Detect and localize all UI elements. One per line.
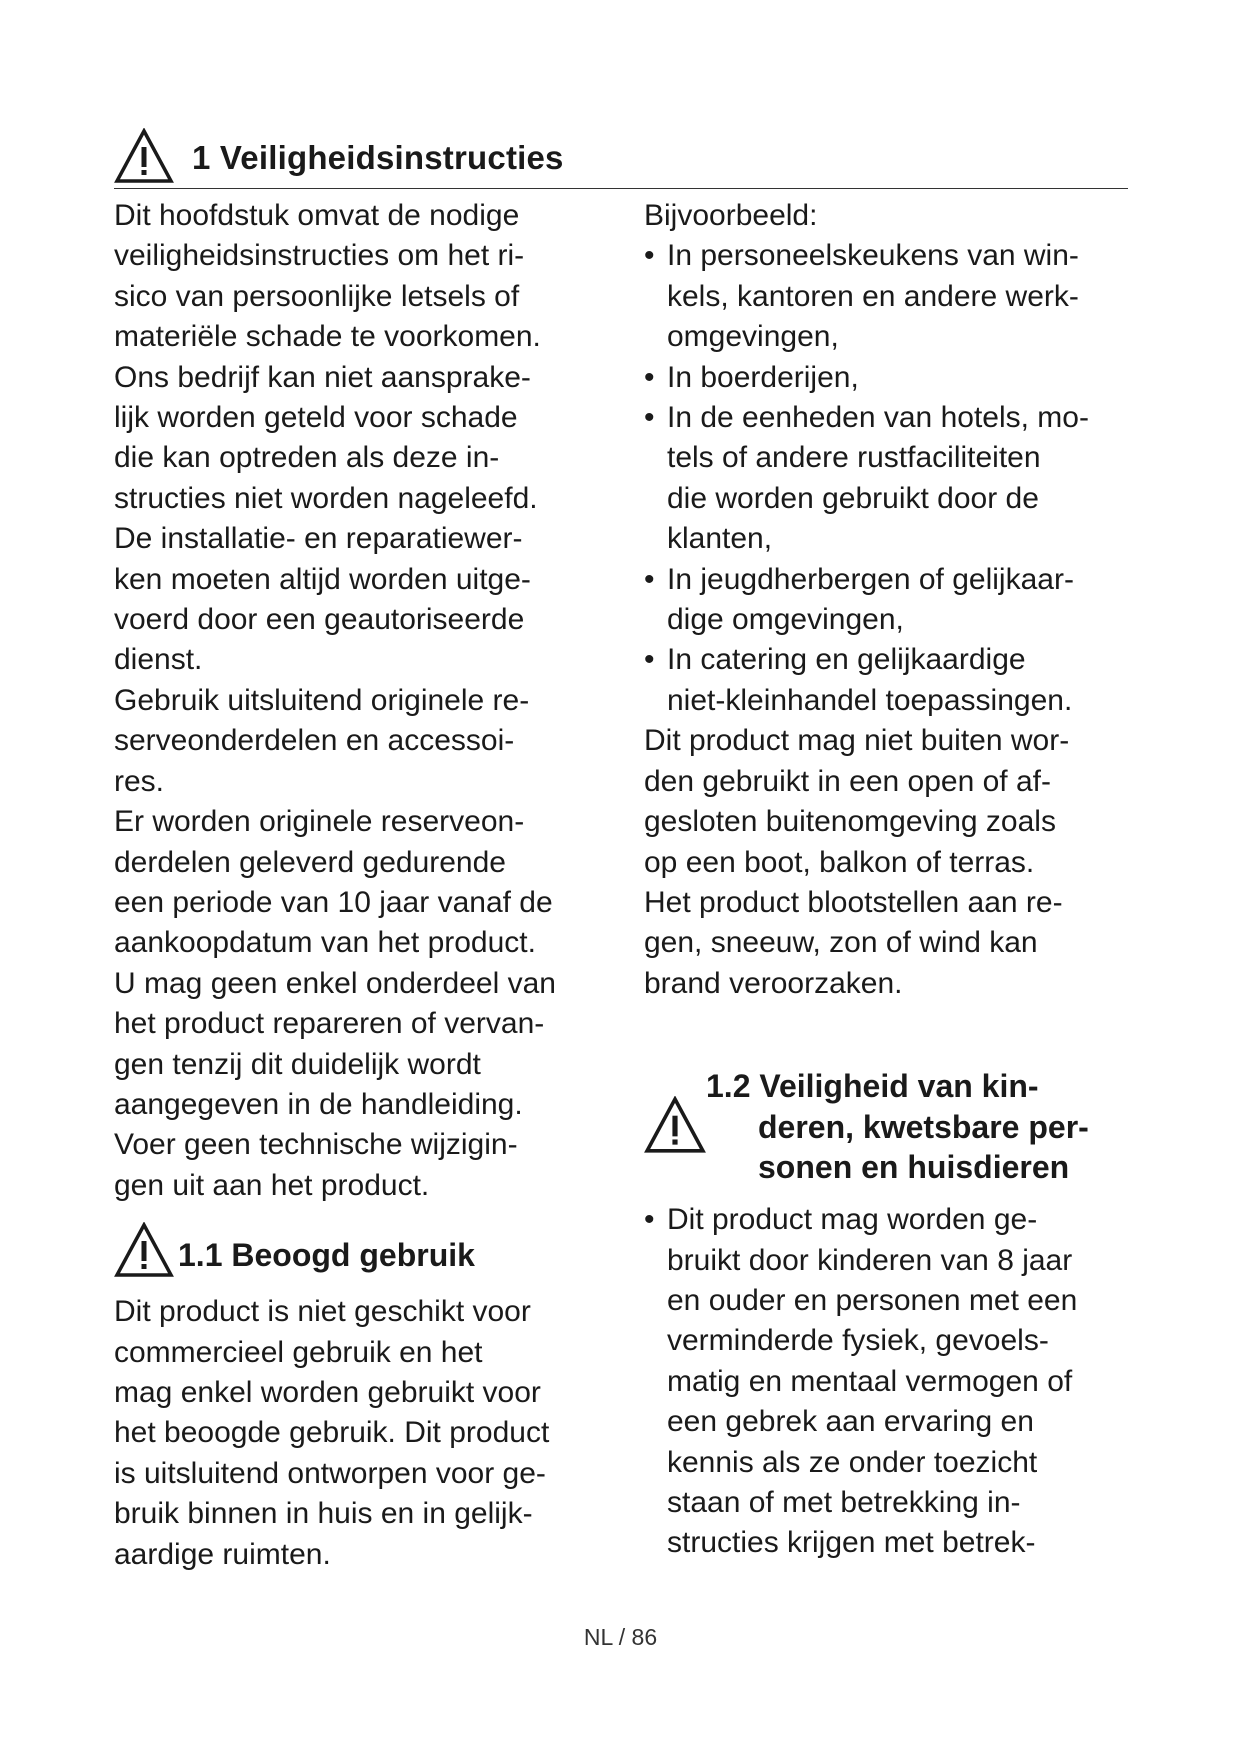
text-line: het product repareren of vervan- <box>114 1007 545 1041</box>
section-heading <box>114 128 790 188</box>
list-item <box>644 560 1134 641</box>
text-line: derdelen geleverd gedurende <box>114 845 506 879</box>
text-line: Dit hoofdstuk omvat de nodige <box>114 199 520 232</box>
list-item <box>644 398 1134 560</box>
text-line: mag enkel worden gebruikt voor <box>114 1375 541 1409</box>
text-line: serveonderdelen en accessoi- <box>114 724 515 758</box>
text-line: bruikt door kinderen van 8 jaar <box>667 1243 1073 1277</box>
text-line: • In boerderijen, <box>667 360 859 394</box>
text-line: dienst. <box>114 643 203 677</box>
text-line: • In catering en gelijkaardige <box>667 643 1026 677</box>
text-line: die worden gebruikt door de <box>667 481 1039 515</box>
text-line: Gebruik uitsluitend originele re- <box>114 683 530 717</box>
text-line: gen, sneeuw, zon of wind kan <box>644 926 1038 960</box>
warning-triangle-icon <box>114 1222 174 1287</box>
text-line: • In personeelskeukens van win- <box>667 239 1079 273</box>
text-line: Ons bedrijf kan niet aansprake- <box>114 360 531 394</box>
text-line: dige omgevingen, <box>667 603 904 637</box>
subsection-title: 1.1 Beoogd gebruik <box>178 1236 475 1273</box>
section-title: 1 Veiligheidsinstructies <box>192 139 564 176</box>
subsection-title <box>706 1066 1089 1188</box>
text-line: kennis als ze onder toezicht <box>667 1445 1038 1479</box>
text-line: commercieel gebruik en het <box>114 1335 483 1369</box>
text-line: brand veroorzaken. <box>644 966 903 1000</box>
list-item <box>644 358 1134 398</box>
text-line: De installatie- en reparatiewer- <box>114 522 523 556</box>
text-line: den gebruikt in een open of af- <box>644 764 1051 798</box>
text-line: het beoogde gebruik. Dit product <box>114 1416 550 1450</box>
text-line: aankoopdatum van het product. <box>114 926 536 960</box>
text-line: sico van persoonlijke letsels of <box>114 279 520 313</box>
intro-text <box>114 196 614 1206</box>
list-item <box>644 236 1134 357</box>
text-line: omgevingen, <box>667 320 839 354</box>
left-column <box>114 196 614 1575</box>
warning-triangle-icon <box>114 128 174 189</box>
text-line: aardige ruimten. <box>114 1537 331 1571</box>
title-line: 1.2 Veiligheid van kin- <box>706 1068 1039 1105</box>
text-line: matig en mentaal vermogen of <box>667 1364 1073 1398</box>
text-line: gesloten buitenomgeving zoals <box>644 805 1056 839</box>
list-item <box>644 640 1134 721</box>
text-line: gen tenzij dit duidelijk wordt <box>114 1047 481 1081</box>
text-line: Er worden originele reserveon- <box>114 805 525 839</box>
text-line: res. <box>114 764 165 798</box>
intended-use-text <box>114 1292 614 1575</box>
subsection-heading-1-2 <box>644 1066 1134 1188</box>
text-line: verminderde fysiek, gevoels- <box>667 1324 1049 1358</box>
text-line: structies krijgen met betrek- <box>667 1526 1036 1560</box>
text-line: staan of met betrekking in- <box>667 1485 1021 1519</box>
title-line: deren, kwetsbare per- <box>758 1108 1089 1145</box>
text-line: Het product blootstellen aan re- <box>644 885 1063 919</box>
text-line: aangegeven in de handleiding. <box>114 1087 523 1121</box>
right-column <box>644 196 1134 1564</box>
subsection-heading-1-1 <box>114 1226 614 1284</box>
page-number: NL / 86 <box>583 1624 658 1650</box>
text-line: • In de eenheden van hotels, mo- <box>667 401 1089 435</box>
title-line: sonen en huisdieren <box>758 1149 1070 1186</box>
text-line: structies niet worden nageleefd. <box>114 481 538 515</box>
examples-label: Bijvoorbeeld: <box>644 199 818 232</box>
text-line: ken moeten altijd worden uitge- <box>114 562 531 596</box>
text-line: niet-kleinhandel toepassingen. <box>667 683 1073 717</box>
text-line: lijk worden geteld voor schade <box>114 401 518 435</box>
text-line: • In jeugdherbergen of gelijkaar- <box>667 562 1074 596</box>
text-line: en ouder en personen met een <box>667 1283 1078 1317</box>
text-line: U mag geen enkel onderdeel van <box>114 966 556 1000</box>
text-line: klanten, <box>667 522 773 556</box>
list-item <box>644 1200 1134 1564</box>
text-line: tels of andere rustfaciliteiten <box>667 441 1041 475</box>
text-line: materiële schade te voorkomen. <box>114 320 541 354</box>
warning-triangle-icon <box>644 1096 706 1163</box>
text-line: kels, kantoren en andere werk- <box>667 279 1079 313</box>
text-line: Voer geen technische wijzigin- <box>114 1128 518 1162</box>
text-line: veiligheidsinstructies om het ri- <box>114 239 525 273</box>
heading-divider <box>114 188 1128 189</box>
text-line: bruik binnen in huis en in gelijk- <box>114 1497 533 1531</box>
text-line: gen uit aan het product. <box>114 1168 430 1202</box>
text-line: voerd door een geautoriseerde <box>114 603 525 637</box>
text-line: een gebrek aan ervaring en <box>667 1405 1034 1439</box>
text-line: Dit product mag niet buiten wor- <box>644 724 1070 758</box>
text-line: op een boot, balkon of terras. <box>644 845 1035 879</box>
text-line: een periode van 10 jaar vanaf de <box>114 885 553 919</box>
text-line: • Dit product mag worden ge- <box>667 1203 1038 1237</box>
text-line: die kan optreden als deze in- <box>114 441 500 475</box>
text-line: Dit product is niet geschikt voor <box>114 1295 531 1329</box>
text-line: is uitsluitend ontworpen voor ge- <box>114 1456 546 1490</box>
outdoor-warning-text <box>644 721 1134 1004</box>
